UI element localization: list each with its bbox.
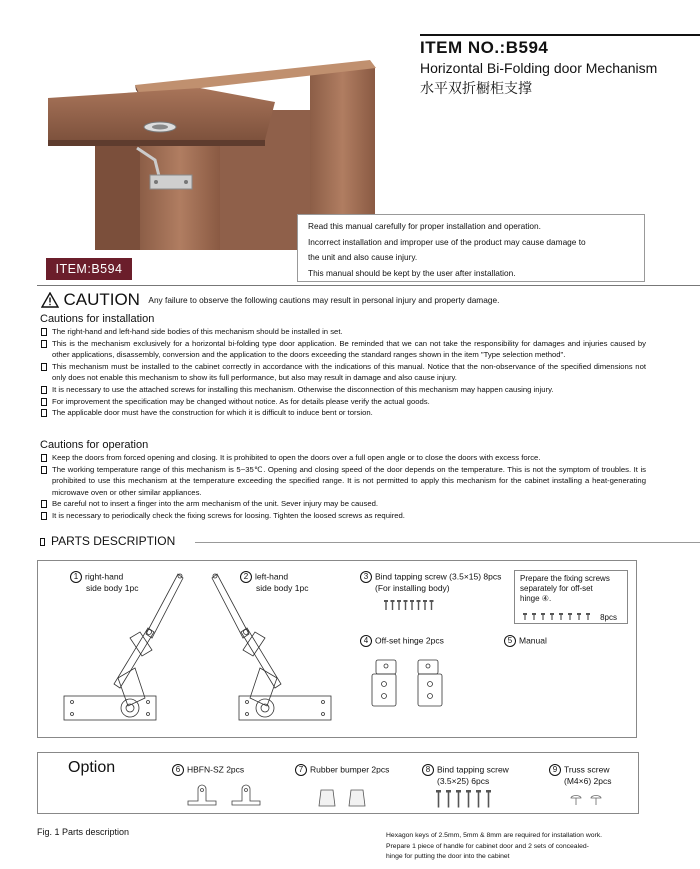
option-9-qty: (M4×6) 2pcs	[564, 776, 612, 786]
parts-title-text: PARTS DESCRIPTION	[51, 534, 176, 548]
option-title: Option	[68, 759, 116, 776]
footnote-line: Hexagon keys of 2.5mm, 5mm & 8mm are required for installation work.	[386, 832, 603, 839]
square-bullet-icon	[40, 538, 45, 546]
part-number-badge: 3	[360, 571, 372, 583]
option-8-name: Bind tapping screw	[437, 764, 509, 775]
figure-caption: Fig. 1 Parts description	[37, 827, 130, 837]
part-2-qty: side body 1pc	[256, 583, 309, 593]
product-title-cn: 水平双折橱柜支撑	[420, 80, 532, 96]
caution-word: CAUTION	[63, 290, 140, 309]
tools-footnote	[386, 831, 686, 863]
item-heading	[420, 34, 700, 98]
notice-line: This manual should be kept by the user after installation.	[308, 267, 516, 278]
option-9-label	[549, 764, 611, 787]
part-4-name: Off-set hinge 2pcs	[375, 635, 444, 646]
prepare-screws-note	[514, 570, 628, 624]
option-7-label	[295, 764, 389, 776]
long-screws-drawing	[436, 790, 494, 810]
part-number-badge: 1	[70, 571, 82, 583]
caution-description: Any failure to observe the following cautions may result in personal injury and property damage.	[148, 295, 500, 305]
left-hand-body-drawing	[205, 568, 335, 728]
part-number-badge: 8	[422, 764, 434, 776]
part-number-badge: 2	[240, 571, 252, 583]
warning-icon	[41, 292, 59, 308]
notice-line: Read this manual carefully for proper installation and operation.	[308, 221, 541, 231]
option-8-qty: (3.5×25) 6pcs	[437, 776, 490, 786]
part-number-badge: 7	[295, 764, 307, 776]
list-item: For improvement the specification may be changed without notice. As for details please verify the actual goods.	[40, 396, 646, 408]
part-1-name: right-hand	[85, 571, 124, 582]
prep-line: Prepare the fixing screws	[520, 574, 610, 583]
installation-list	[40, 326, 646, 419]
list-item: The right-hand and left-hand side bodies of this mechanism should be installed in set.	[40, 326, 646, 338]
list-item: The working temperature range of this mechanism is 5~35℃. Opening and closing speed of the door depends on the temperature. This is not the symptom of troubles. It is prohibited to use this mechanism at the temperature exceeding the specified range. It is not permitted to apply this mechanism for the cabinet installing a heat-generating microwave oven or other similar appliances.	[40, 464, 646, 499]
product-hero	[0, 0, 700, 280]
option-6-label	[172, 764, 244, 776]
manual-notice-box	[297, 214, 645, 282]
caution-heading	[41, 290, 499, 310]
truss-screws-drawing	[570, 795, 606, 807]
prep-line: hinge ④.	[520, 594, 552, 603]
right-hand-body-drawing	[60, 568, 190, 728]
item-number: ITEM NO.:B594	[420, 38, 549, 57]
part-3-label	[360, 571, 501, 594]
notice-line: Incorrect installation and improper use of the product may cause damage to	[308, 236, 586, 247]
list-item: This mechanism must be installed to the cabinet correctly in accordance with the indications of this manual. Notice that the non-observance of the specified dimensions not only does not enable this mechanism to show its full performance, but also may result in damage and also cause injury.	[40, 361, 646, 384]
option-8-label	[422, 764, 509, 787]
part-number-badge: 9	[549, 764, 561, 776]
item-badge: ITEM:B594	[46, 258, 132, 280]
prep-quantity: 8pcs	[600, 613, 617, 622]
product-title-en: Horizontal Bi-Folding door Mechanism	[420, 60, 658, 76]
part-number-badge: 4	[360, 635, 372, 647]
list-item: Be careful not to insert a finger into the arm mechanism of the unit. Sever injury may be caused.	[40, 498, 646, 510]
list-item: It is necessary to periodically check the fixing screws for loosing. Tighten the loosed screws as required.	[40, 510, 646, 522]
option-7-name: Rubber bumper 2pcs	[310, 764, 390, 775]
list-item: It is necessary to use the attached screws for installing this mechanism. Otherwise the disconnection of this mechanism may happen causing injury.	[40, 384, 646, 396]
small-screws-icon	[523, 613, 595, 621]
part-2-name: left-hand	[255, 571, 289, 582]
parts-title	[40, 534, 175, 548]
part-1-qty: side body 1pc	[86, 583, 139, 593]
operation-list	[40, 452, 646, 522]
part-5-name: Manual	[519, 635, 547, 646]
hbfn-bracket-drawing	[186, 783, 270, 809]
prep-line: separately for off-set	[520, 584, 593, 593]
operation-title: Cautions for operation	[40, 439, 149, 451]
part-4-label	[360, 635, 444, 647]
offset-hinge-drawing	[370, 658, 450, 710]
footnote-line: Prepare 1 piece of handle for cabinet door and 2 sets of concealed-	[386, 842, 589, 850]
option-9-name: Truss screw	[564, 764, 610, 775]
screw-set-drawing	[384, 600, 436, 614]
part-5-label	[504, 635, 547, 647]
rubber-bumper-drawing	[318, 788, 370, 808]
list-item: This is the mechanism exclusively for a horizontal bi-folding type door application. Be reminded that we can not take the responsibility for damages and injuries caused by other applications, disassembly, conversion and the application to the doors exceeding the standard ranges shown in the item "Type selection method".	[40, 338, 646, 361]
notice-line: the unit and also cause injury.	[308, 252, 418, 262]
divider	[37, 285, 700, 286]
list-item: The applicable door must have the construction for which it is difficult to induce bent or torsion.	[40, 407, 646, 419]
option-6-name: HBFN-SZ 2pcs	[187, 764, 245, 775]
part-number-badge: 6	[172, 764, 184, 776]
part-3-name: Bind tapping screw (3.5×15) 8pcs	[375, 571, 502, 582]
part-number-badge: 5	[504, 635, 516, 647]
installation-title: Cautions for installation	[40, 313, 155, 325]
divider	[195, 542, 700, 543]
footnote-line: hinge for putting the door into the cabinet	[386, 853, 510, 860]
part-3-note: (For installing body)	[375, 583, 450, 593]
list-item: Keep the doors from forced opening and closing. It is prohibited to open the doors over a full open angle or to close the doors with excess force.	[40, 452, 646, 464]
